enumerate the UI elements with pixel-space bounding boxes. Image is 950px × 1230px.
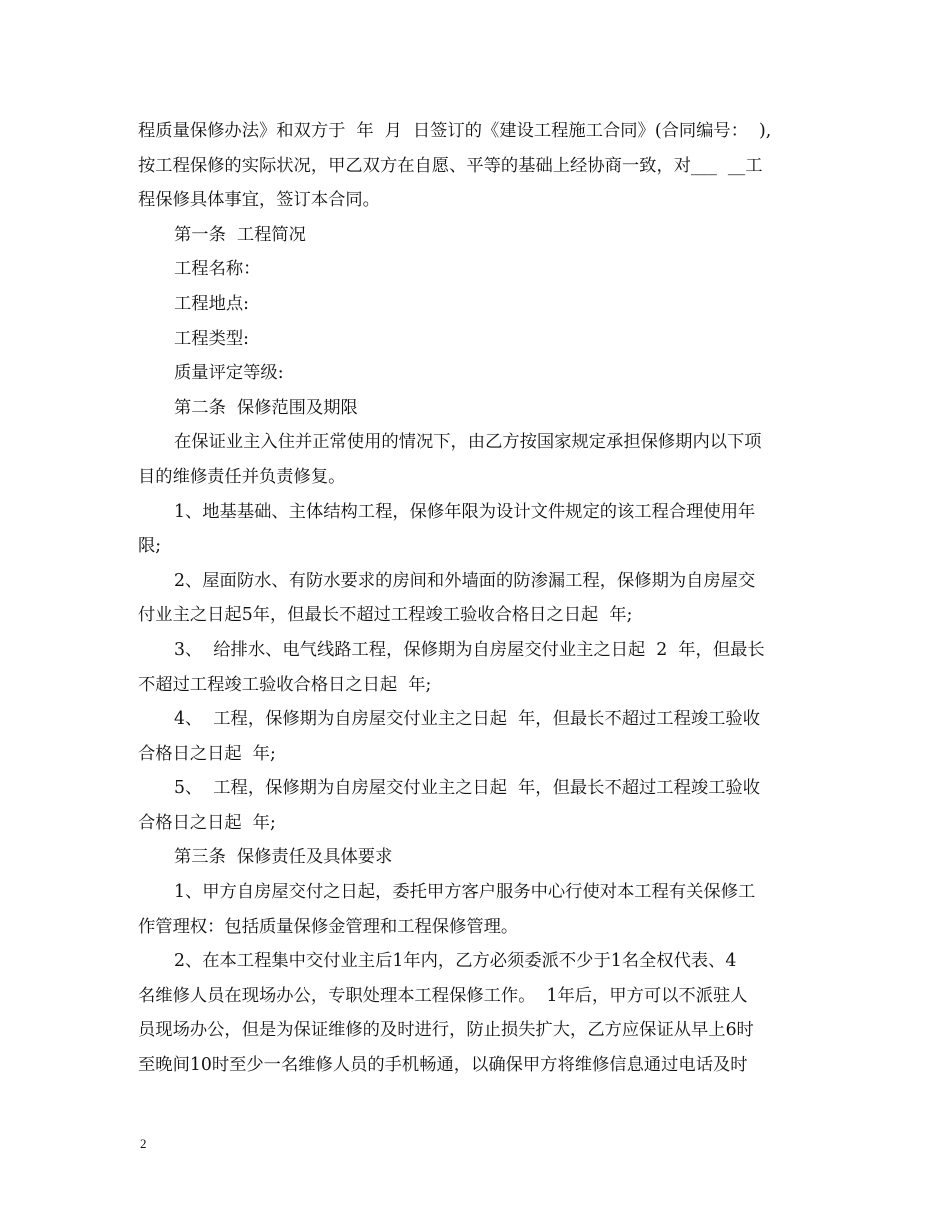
text-line: 工程名称： bbox=[174, 259, 261, 280]
document-body bbox=[138, 114, 818, 1083]
text-line: 员现场办公，但是为保证维修的及时进行，防止损失扩大，乙方应保证从早上6时 bbox=[138, 1020, 754, 1041]
text-line: 名维修人员在现场办公，专职处理本工程保修工作。 1年后，甲方可以不派驻人 bbox=[138, 985, 748, 1006]
text-line: 限; bbox=[138, 536, 162, 557]
text-line: 质量评定等级: bbox=[174, 363, 284, 384]
text-line: 目的维修责任并负责修复。 bbox=[138, 466, 346, 487]
text-line: 在保证业主入住并正常使用的情况下，由乙方按国家规定承担保修期内以下项 bbox=[174, 432, 762, 453]
page-number: 2 bbox=[140, 1136, 147, 1151]
text-line: 1、地基基础、主体结构工程，保修年限为设计文件规定的该工程合理使用年 bbox=[174, 501, 756, 522]
text-line: 工程地点: bbox=[174, 293, 249, 314]
text-line: 作管理权：包括质量保修金管理和工程保修管理。 bbox=[138, 916, 519, 937]
text-line: 1、甲方自房屋交付之日起，委托甲方客户服务中心行使对本工程有关保修工 bbox=[174, 882, 756, 903]
text-line: 付业主之日起5年，但最长不超过工程竣工验收合格日之日起 年; bbox=[138, 605, 633, 626]
text-line: 2、屋面防水、有防水要求的房间和外墙面的防渗漏工程，保修期为自房屋交 bbox=[174, 570, 756, 591]
text-line: 第三条 保修责任及具体要求 bbox=[174, 847, 393, 868]
text-line: 第一条 工程简况 bbox=[174, 224, 306, 245]
text-line: 不超过工程竣工验收合格日之日起 年; bbox=[138, 674, 432, 695]
text-line: 5、 工程，保修期为自房屋交付业主之日起 年，但最长不超过工程竣工验收 bbox=[174, 778, 760, 799]
text-line: 3、 给排水、电气线路工程，保修期为自房屋交付业主之日起 2 年，但最长 bbox=[174, 639, 765, 660]
text-line: 2、在本工程集中交付业主后1年内，乙方必须委派不少于1名全权代表、4 bbox=[174, 951, 737, 972]
text-line: 至晚间10时至少一名维修人员的手机畅通，以确保甲方将维修信息通过电话及时 bbox=[138, 1055, 748, 1076]
text-line: 程保修具体事宜，签订本合同。 bbox=[138, 190, 380, 211]
text-line: 第二条 保修范围及期限 bbox=[174, 397, 358, 418]
text-line: 程质量保修办法》和双方于 年 月 日签订的《建设工程施工合同》(合同编号： ), bbox=[138, 121, 772, 141]
text-line: 4、 工程，保修期为自房屋交付业主之日起 年，但最长不超过工程竣工验收 bbox=[174, 709, 760, 730]
text-line: 按工程保修的实际状况，甲乙双方在自愿、平等的基础上经协商一致，对___ __工 bbox=[138, 155, 763, 176]
text-line: 工程类型: bbox=[174, 328, 249, 349]
text-line: 合格日之日起 年; bbox=[138, 743, 276, 764]
text-line: 合格日之日起 年; bbox=[138, 812, 276, 833]
